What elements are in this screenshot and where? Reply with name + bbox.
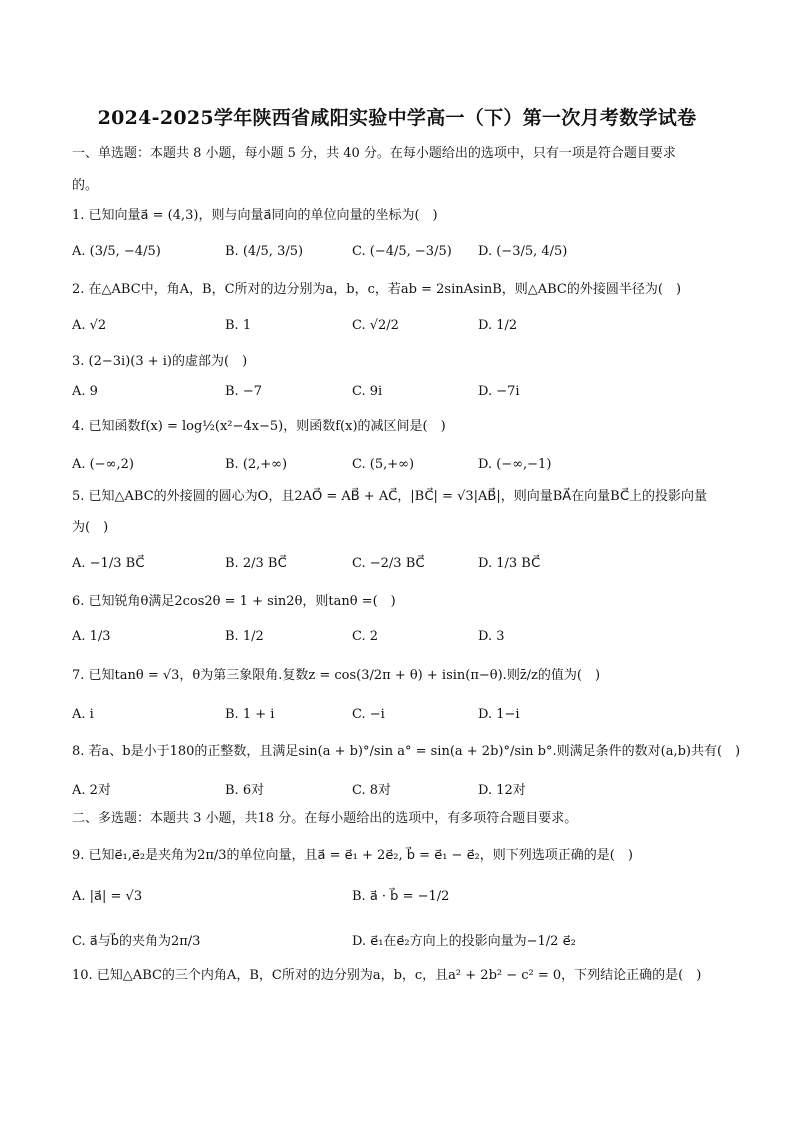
question-4-option-b: B. (2,+∞) [225,457,288,472]
question-5-option-d: D. 1/3 BC⃗ [478,556,541,571]
question-2-option-d: D. 1/2 [478,318,518,333]
question-1-option-c: C. (−4/5, −3/5) [352,244,452,259]
page-title: 2024-2025学年陕西省咸阳实验中学高一（下）第一次月考数学试卷 [97,107,697,129]
section-1-heading: 一、单选题：本题共 8 小题，每小题 5 分，共 40 分。在每小题给出的选项中，只有一项是符合题目要求 [72,146,676,161]
question-6-option-b: B. 1/2 [225,629,264,644]
question-5-option-a: A. −1/3 BC⃗ [72,556,145,571]
question-8-stem: 8. 若a、b是小于180的正整数，且满足sin(a + b)°/sin a° = sin(a + 2b)°/sin b°.则满足条件的数对(a,b)共有( ) [72,744,741,759]
question-9-option-d: D. e⃗₁在e⃗₂方向上的投影向量为−1/2 e⃗₂ [352,934,576,949]
question-9-stem: 9. 已知e⃗₁,e⃗₂是夹角为2π/3的单位向量，且a⃗ = e⃗₁ + 2e⃗₂, b⃗ = e⃗₁ − e⃗₂，则下列选项正确的是( ) [72,848,633,863]
question-6-option-d: D. 3 [478,629,505,644]
question-2-option-a: A. √2 [72,318,107,333]
question-1-option-b: B. (4/5, 3/5) [225,244,304,259]
question-7-option-c: C. −i [352,707,385,722]
question-7-stem: 7. 已知tanθ = √3，θ为第三象限角.复数z = cos(3/2π + θ) + isin(π−θ).则z̄/z的值为( ) [72,668,601,683]
question-5-stem-cont: 为( ) [72,520,109,535]
question-3-option-a: A. 9 [72,384,98,399]
question-5-option-c: C. −2/3 BC⃗ [352,556,425,571]
question-9-option-b: B. a⃗ · b⃗ = −1/2 [352,889,450,904]
question-6-option-a: A. 1/3 [72,629,111,644]
question-8-option-b: B. 6对 [225,783,265,798]
question-9-option-a: A. |a⃗| = √3 [72,889,143,904]
question-10-stem: 10. 已知△ABC的三个内角A，B，C所对的边分别为a，b，c，且a² + 2b² − c² = 0，下列结论正确的是( ) [72,968,702,983]
question-2-option-b: B. 1 [225,318,252,333]
section-1-heading-cont: 的。 [72,178,99,193]
question-1-option-a: A. (3/5, −4/5) [72,244,161,259]
question-2-option-c: C. √2/2 [352,318,399,333]
question-6-option-c: C. 2 [352,629,379,644]
question-6-stem: 6. 已知锐角θ满足2cos2θ = 1 + sin2θ，则tanθ =( ) [72,594,396,609]
question-5-option-b: B. 2/3 BC⃗ [225,556,287,571]
question-4-option-a: A. (−∞,2) [72,457,134,472]
question-4-stem: 4. 已知函数f(x) = log½(x²−4x−5)，则函数f(x)的减区间是( ) [72,419,446,434]
question-1-stem: 1. 已知向量a⃗ = (4,3)，则与向量a⃗同向的单位向量的坐标为( ) [72,208,438,223]
question-3-option-c: C. 9i [352,384,383,399]
question-8-option-d: D. 12对 [478,783,526,798]
question-9-option-c: C. a⃗与b⃗的夹角为2π/3 [72,934,201,949]
question-8-option-a: A. 2对 [72,783,111,798]
question-1-option-d: D. (−3/5, 4/5) [478,244,568,259]
question-8-option-c: C. 8对 [352,783,392,798]
question-7-option-a: A. i [72,707,94,722]
question-7-option-b: B. 1 + i [225,707,275,722]
question-4-option-c: C. (5,+∞) [352,457,415,472]
section-2-heading: 二、多选题：本题共 3 小题，共18 分。在每小题给出的选项中，有多项符合题目要求。 [72,811,578,826]
question-2-stem: 2. 在△ABC中，角A，B，C所对的边分别为a，b，c，若ab = 2sinAsinB，则△ABC的外接圆半径为( ) [72,282,682,297]
question-4-option-d: D. (−∞,−1) [478,457,552,472]
question-3-stem: 3. (2−3i)(3 + i)的虚部为( ) [72,354,248,369]
question-7-option-d: D. 1−i [478,707,520,722]
question-3-option-b: B. −7 [225,384,262,399]
question-3-option-d: D. −7i [478,384,520,399]
question-5-stem: 5. 已知△ABC的外接圆的圆心为O，且2AO⃗ = AB⃗ + AC⃗，|BC⃗| = √3|AB⃗|，则向量BA⃗在向量BC⃗上的投影向量 [72,489,708,504]
